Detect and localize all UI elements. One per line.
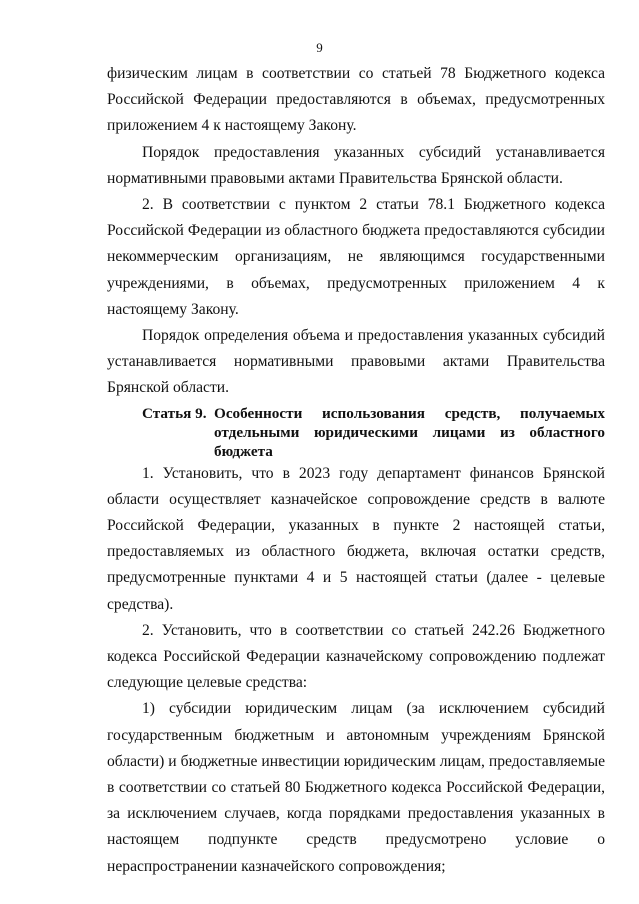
- paragraph-4: Порядок определения объема и предоставления указанных субсидий устанавливается нормативными правовыми актами Правительства Брянской области.: [107, 327, 605, 397]
- article-label: Статья 9.: [142, 404, 207, 422]
- paragraph-5: 1. Установить, что в 2023 году департамент финансов Брянской области осуществляет казначейское сопровождение средств в валюте Российской Федерации, указанных в пункте 2 настоящей статьи, предоставляемых из областного бюджета, включая остатки средств, предусмотренные пунктами 4 и 5 настоящей статьи (далее - целевые средства).: [107, 464, 605, 613]
- paragraph-6: 2. Установить, что в соответствии со статьей 242.26 Бюджетного кодекса Российской Федерации казначейскому сопровождению подлежат следующие целевые средства:: [107, 621, 605, 692]
- paragraph-3: 2. В соответствии с пунктом 2 статьи 78.1 Бюджетного кодекса Российской Федерации из областного бюджета предоставляются субсидии некоммерческим организациям, не являющимся государственными учреждениями, в объемах, предусмотренных приложением 4 к настоящему Закону.: [107, 196, 605, 318]
- article-title: Особенности использования средств, получаемых отдельными юридическими лицами из областного бюджета: [214, 404, 605, 460]
- page-number: 9: [316, 40, 323, 55]
- paragraph-2: Порядок предоставления указанных субсидий устанавливается нормативными правовыми актами Правительства Брянской области.: [107, 143, 605, 187]
- paragraph-1: физическим лицам в соответствии со статьей 78 Бюджетного кодекса Российской Федерации предоставляются в объемах, предусмотренных приложением 4 к настоящему Закону.: [107, 65, 605, 135]
- document-body: [107, 61, 605, 880]
- article-heading: [107, 404, 605, 461]
- paragraph-7: 1) субсидии юридическим лицам (за исключением субсидий государственным бюджетным и автономным учреждениям Брянской области) и бюджетные инвестиции юридическим лицам, предоставляемые в соответствии со статьей 80 Бюджетного кодекса Российской Федерации, за исключением случаев, когда порядками предоставления указанных в настоящем подпункте средств предусмотрено условие о нераспространении казначейского сопровождения;: [107, 700, 605, 875]
